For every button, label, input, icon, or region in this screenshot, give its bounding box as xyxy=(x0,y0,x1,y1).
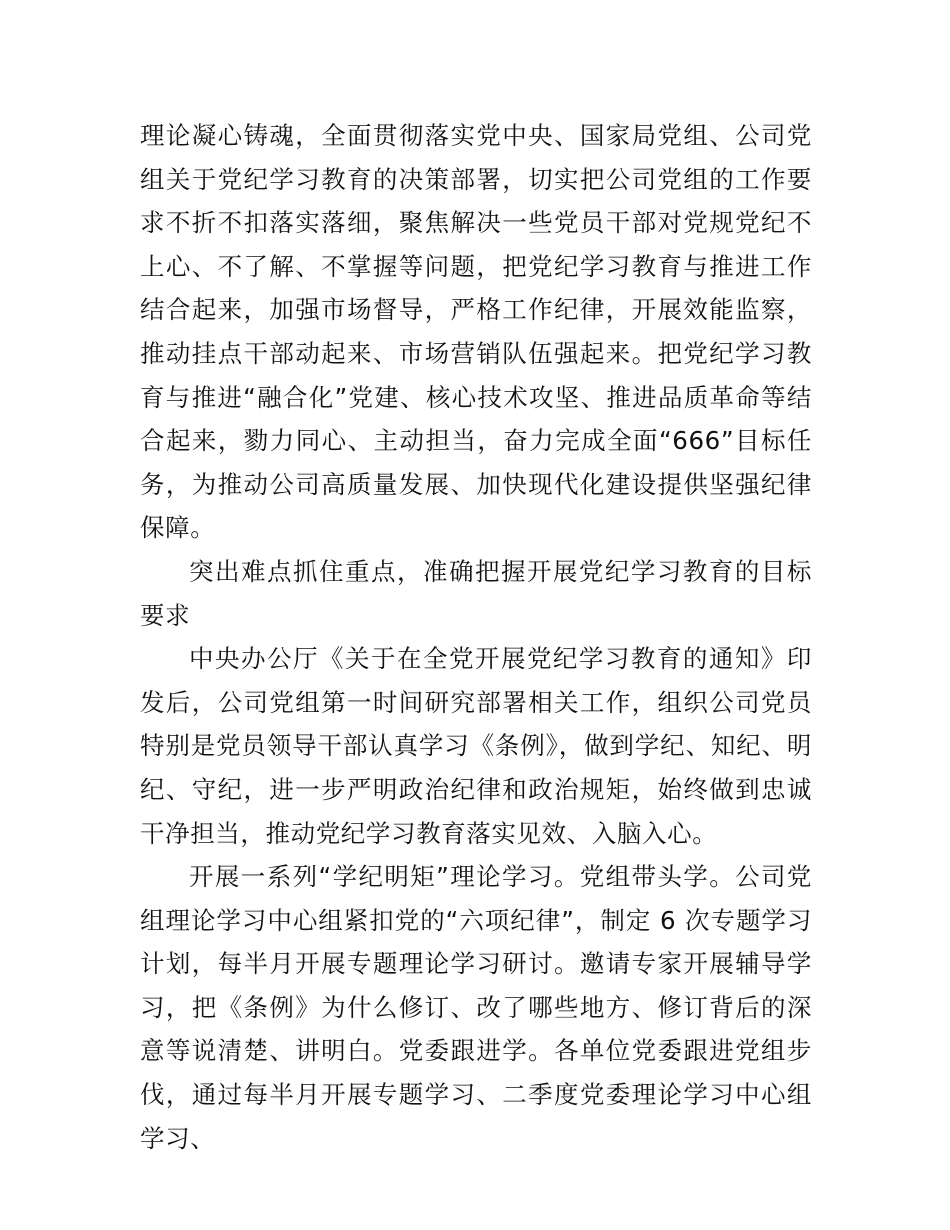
section-heading: 突出难点抓住重点，准确把握开展党纪学习教育的目标要求 xyxy=(140,556,812,630)
paragraph: 中央办公厅《关于在全党开展党纪学习教育的通知》印发后，公司党组第一时间研究部署相关工作，组织公司党员特别是党员领导干部认真学习《条例》，做到学纪、知纪、明纪、守纪，进一步严明政治纪律和政治规矩，始终做到忠诚干净担当，推动党纪学习教育落实见效、入脑入心。 xyxy=(140,644,812,848)
paragraph-continuation: 理论凝心铸魂，全面贯彻落实党中央、国家局党组、公司党组关于党纪学习教育的决策部署，切实把公司党组的工作要求不折不扣落实落细，聚焦解决一些党员干部对党规党纪不上心、不了解、不掌握等问题，把党纪学习教育与推进工作结合起来，加强市场督导，严格工作纪律，开展效能监察，推动挂点干部动起来、市场营销队伍强起来。把党纪学习教育与推进“融合化”党建、核心技术攻坚、推进品质革命等结合起来，勠力同心、主动担当，奋力完成全面“666”目标任务，为推动公司高质量发展、加快现代化建设提供坚强纪律保障。 xyxy=(140,121,812,543)
document-body xyxy=(140,114,812,1160)
paragraph: 开展一系列“学纪明矩”理论学习。党组带头学。公司党组理论学习中心组紧扣党的“六项纪律”，制定 6 次专题学习计划，每半月开展专题理论学习研讨。邀请专家开展辅导学习，把《条例》为什么修订、改了哪些地方、修订背后的深意等说清楚、讲明白。党委跟进学。各单位党委跟进党组步伐，通过每半月开展专题学习、二季度党委理论学习中心组学习、 xyxy=(140,862,812,1153)
